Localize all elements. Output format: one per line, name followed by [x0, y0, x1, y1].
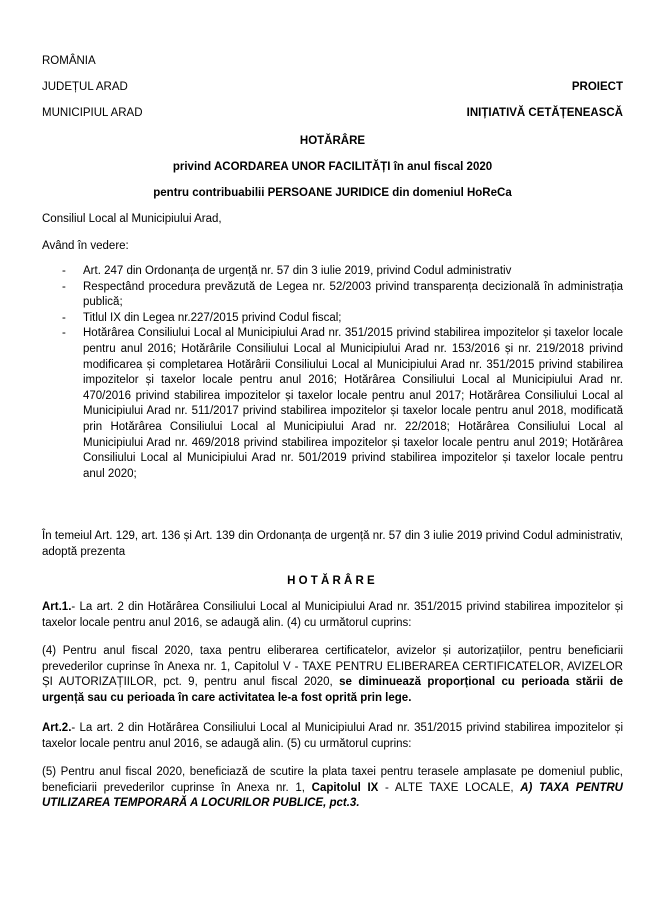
country-label: ROMÂNIA	[42, 55, 96, 67]
decision-heading: HOTĂRÂRE	[287, 575, 378, 587]
project-label: PROIECT	[571, 81, 623, 93]
list-item: - Respectând procedura prevăzută de Legea nr. 52/2003 privind transparența decizională în administrația publică;	[62, 280, 623, 309]
article-2-text: - La art. 2 din Hotărârea Consiliului Local al Municipiului Arad nr. 351/2015 privind stabilirea impozitelor și taxelor locale pentru anul 2016, se adaugă alin. (5) cu următorul cuprins:	[42, 722, 623, 750]
title-subline-2: pentru contribuabilii PERSOANE JURIDICE din domeniul HoReCa	[153, 187, 512, 199]
article-1-label: Art.1.	[42, 601, 72, 613]
title-subline-1: privind ACORDAREA UNOR FACILITĂȚI în anul fiscal 2020	[172, 161, 493, 173]
article-1-emphasis: se diminuează proporțional cu perioada stării de urgență sau cu perioada în care activitatea le-a fost oprită prin lege.	[42, 676, 623, 704]
legal-basis: În temeiul Art. 129, art. 136 și Art. 139 din Ordonanța de urgență nr. 57 din 3 iulie 2019 privind Codul administrativ, adoptă prezenta	[42, 530, 623, 558]
article-2	[42, 721, 623, 752]
article-2-content: (5) Pentru anul fiscal 2020, beneficiază de scutire la plata taxei pentru terasele amplasate pe domeniul public, beneficiarii prevederilor cuprinse în Anexa nr. 1, Capitolul IX - ALTE TAXE LOCALE, A) TAXA PENTRU UTILIZAREA TEMPORARĂ A LOCURILOR PUBLICE, pct.3.	[42, 766, 623, 810]
list-item: - Art. 247 din Ordonanța de urgență nr. 57 din 3 iulie 2019, privind Codul administrativ	[62, 265, 512, 277]
article-2-chapter: Capitolul IX	[311, 781, 379, 794]
list-item: - Titlul IX din Legea nr.227/2015 privind Codul fiscal;	[62, 311, 342, 324]
considerations-list	[42, 264, 623, 482]
considering-line: Având în vedere:	[42, 240, 129, 252]
article-2-label: Art.2.	[42, 722, 72, 734]
municipality-label: MUNICIPIUL ARAD	[42, 107, 143, 119]
county-label: JUDEȚUL ARAD	[42, 81, 128, 93]
article-2-emphasis: A) TAXA PENTRU UTILIZAREA TEMPORARĂ A LOCURILOR PUBLICE, pct.3.	[42, 781, 623, 810]
article-1	[42, 600, 623, 631]
article-1-text: - La art. 2 din Hotărârea Consiliului Local al Municipiului Arad nr. 351/2015 privind stabilirea impozitelor și taxelor locale pentru anul 2016, se adaugă alin. (4) cu următorul cuprins:	[42, 601, 623, 629]
document-title: HOTĂRÂRE	[299, 135, 366, 147]
article-1-content: (4) Pentru anul fiscal 2020, taxa pentru eliberarea certificatelor, avizelor și autorizațiilor, pentru beneficiarii prevederilor cuprinse în Anexa nr. 1, Capitolul V - TAXE PENTRU ELIBERAREA CERTIFICATELOR, AVIZELOR ȘI AUTORIZAȚIILOR, pct. 9, pentru anul fiscal 2020, se diminuează proporțional cu perioada stării de urgență sau cu perioada în care activitatea le-a fost oprită prin lege.	[42, 645, 623, 704]
initiative-label: INIȚIATIVĂ CETĂȚENEASCĂ	[466, 107, 623, 119]
council-line: Consiliul Local al Municipiului Arad,	[42, 213, 222, 225]
list-item: - Hotărârea Consiliului Local al Municipiului Arad nr. 351/2015 privind stabilirea impozitelor și taxelor locale pentru anul 2016; Hotărârile Consiliului Local al Municipiului Arad nr. 153/2016 și nr. 219/2018 privind modificarea și completarea Hotărârii Consiliului Local al Municipiului Arad nr. 351/2015 privind stabilirea impozitelor și taxelor locale pentru anul 2016; Hotărârea Consiliului Local al Municipiului Arad nr. 470/2016 privind stabilirea impozitelor și taxelor locale pentru anul 2017; Hotărârea Consiliului Local al Municipiului Arad nr. 511/2017 privind stabilirea impozitelor și taxelor locale pentru anul 2018, modificată prin Hotărârea Consiliului Local al Municipiului Arad nr. 22/2018; Hotărârea Consiliului Local al Municipiului Arad nr. 469/2018 privind stabilirea impozitelor și taxelor locale pentru anul 2019; Hotărârea Consiliului Local al Municipiului Arad nr. 501/2019 privind stabilirea impozitelor și taxelor locale pentru anul 2020;	[62, 327, 623, 480]
